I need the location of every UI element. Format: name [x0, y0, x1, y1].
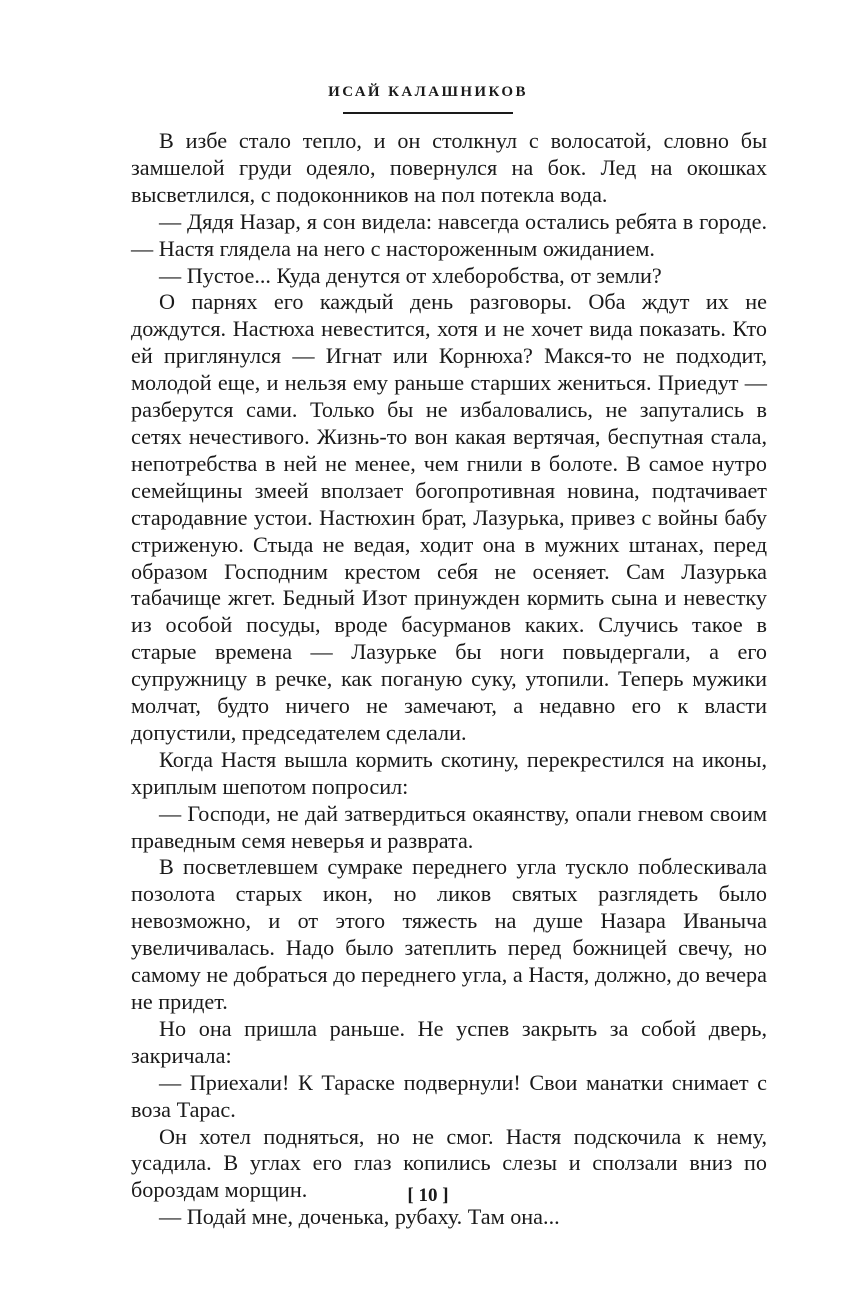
paragraph: — Пустое... Куда денутся от хлеборобства, от земли?: [159, 262, 662, 288]
paragraph: Но она пришла раньше. Не успев закрыть за собой дверь, закричала:: [131, 1015, 767, 1068]
page-number: [ 10 ]: [407, 1185, 449, 1206]
paragraph: В избе стало тепло, и он столкнул с волосатой, словно бы замшелой груди одеяло, повернулся на бок. Лед на окошках высветлился, с подоконников на пол потекла вода.: [131, 128, 767, 207]
paragraph: Он хотел подняться, но не смог. Настя подскочила к нему, усадила. В углах его глаз копились слезы и сползали вниз по бороздам морщин.: [131, 1123, 767, 1203]
paragraph: — Приехали! К Тараске подвернули! Свои манатки снимает с воза Тарас.: [131, 1069, 767, 1122]
header-rule: [343, 112, 513, 114]
paragraph: О парнях его каждый день разговоры. Оба ждут их не дождутся. Настюха невестится, хотя и не хочет вида показать. Кто ей приглянулся — Игнат или Корнюха? Макся-то не подходит, молодой еще, и нельзя ему раньше старших жениться. Приедут — разберутся сами. Только бы не избаловались, не запутались в сетях нечестивого. Жизнь-то вон какая вертячая, беспутная стала, непотребства в ней не менее, чем гнили в болоте. В самое нутро семейщины змеей вползает богопротивная новина, подтачивает стародавние устои. Настюхин брат, Лазурька, привез с войны бабу стриженую. Стыда не ведая, ходит она в мужних штанах, перед образом Господним крестом себя не осеняет. Сам Лазурька табачище жгет. Бедный Изот принужден кормить сына и невестку из особой посуды, вроде басурманов каких. Случись такое в старые времена — Лазурьке бы ноги повыдергали, а его супружницу в речке, как поганую суку, утопили. Теперь мужики молчат, будто ничего не замечают, а недавно его к власти допустили, председателем сделали.: [131, 289, 767, 745]
paragraph: В посветлевшем сумраке переднего угла тускло поблескивала позолота старых икон, но ликов святых разглядеть было невозможно, и от этого тяжесть на душе Назара Иваныча увеличивалась. Надо было затеплить перед божницей свечу, но самому не добраться до переднего угла, а Настя, должно, до вечера не придет.: [131, 854, 767, 1014]
paragraph: — Дядя Назар, я сон видела: навсегда остались ребята в городе. — Настя глядела на него с настороженным ожиданием.: [131, 208, 767, 261]
paragraph: — Господи, не дай затвердиться окаянству, опали гневом своим праведным семя неверья и разврата.: [131, 800, 767, 853]
paragraph: — Подай мне, доченька, рубаху. Там она...: [159, 1204, 560, 1230]
body-text: [131, 128, 767, 1231]
running-head: ИСАЙ КАЛАШНИКОВ: [328, 84, 528, 100]
paragraph: Когда Настя вышла кормить скотину, перекрестился на иконы, хриплым шепотом попросил:: [131, 746, 767, 799]
